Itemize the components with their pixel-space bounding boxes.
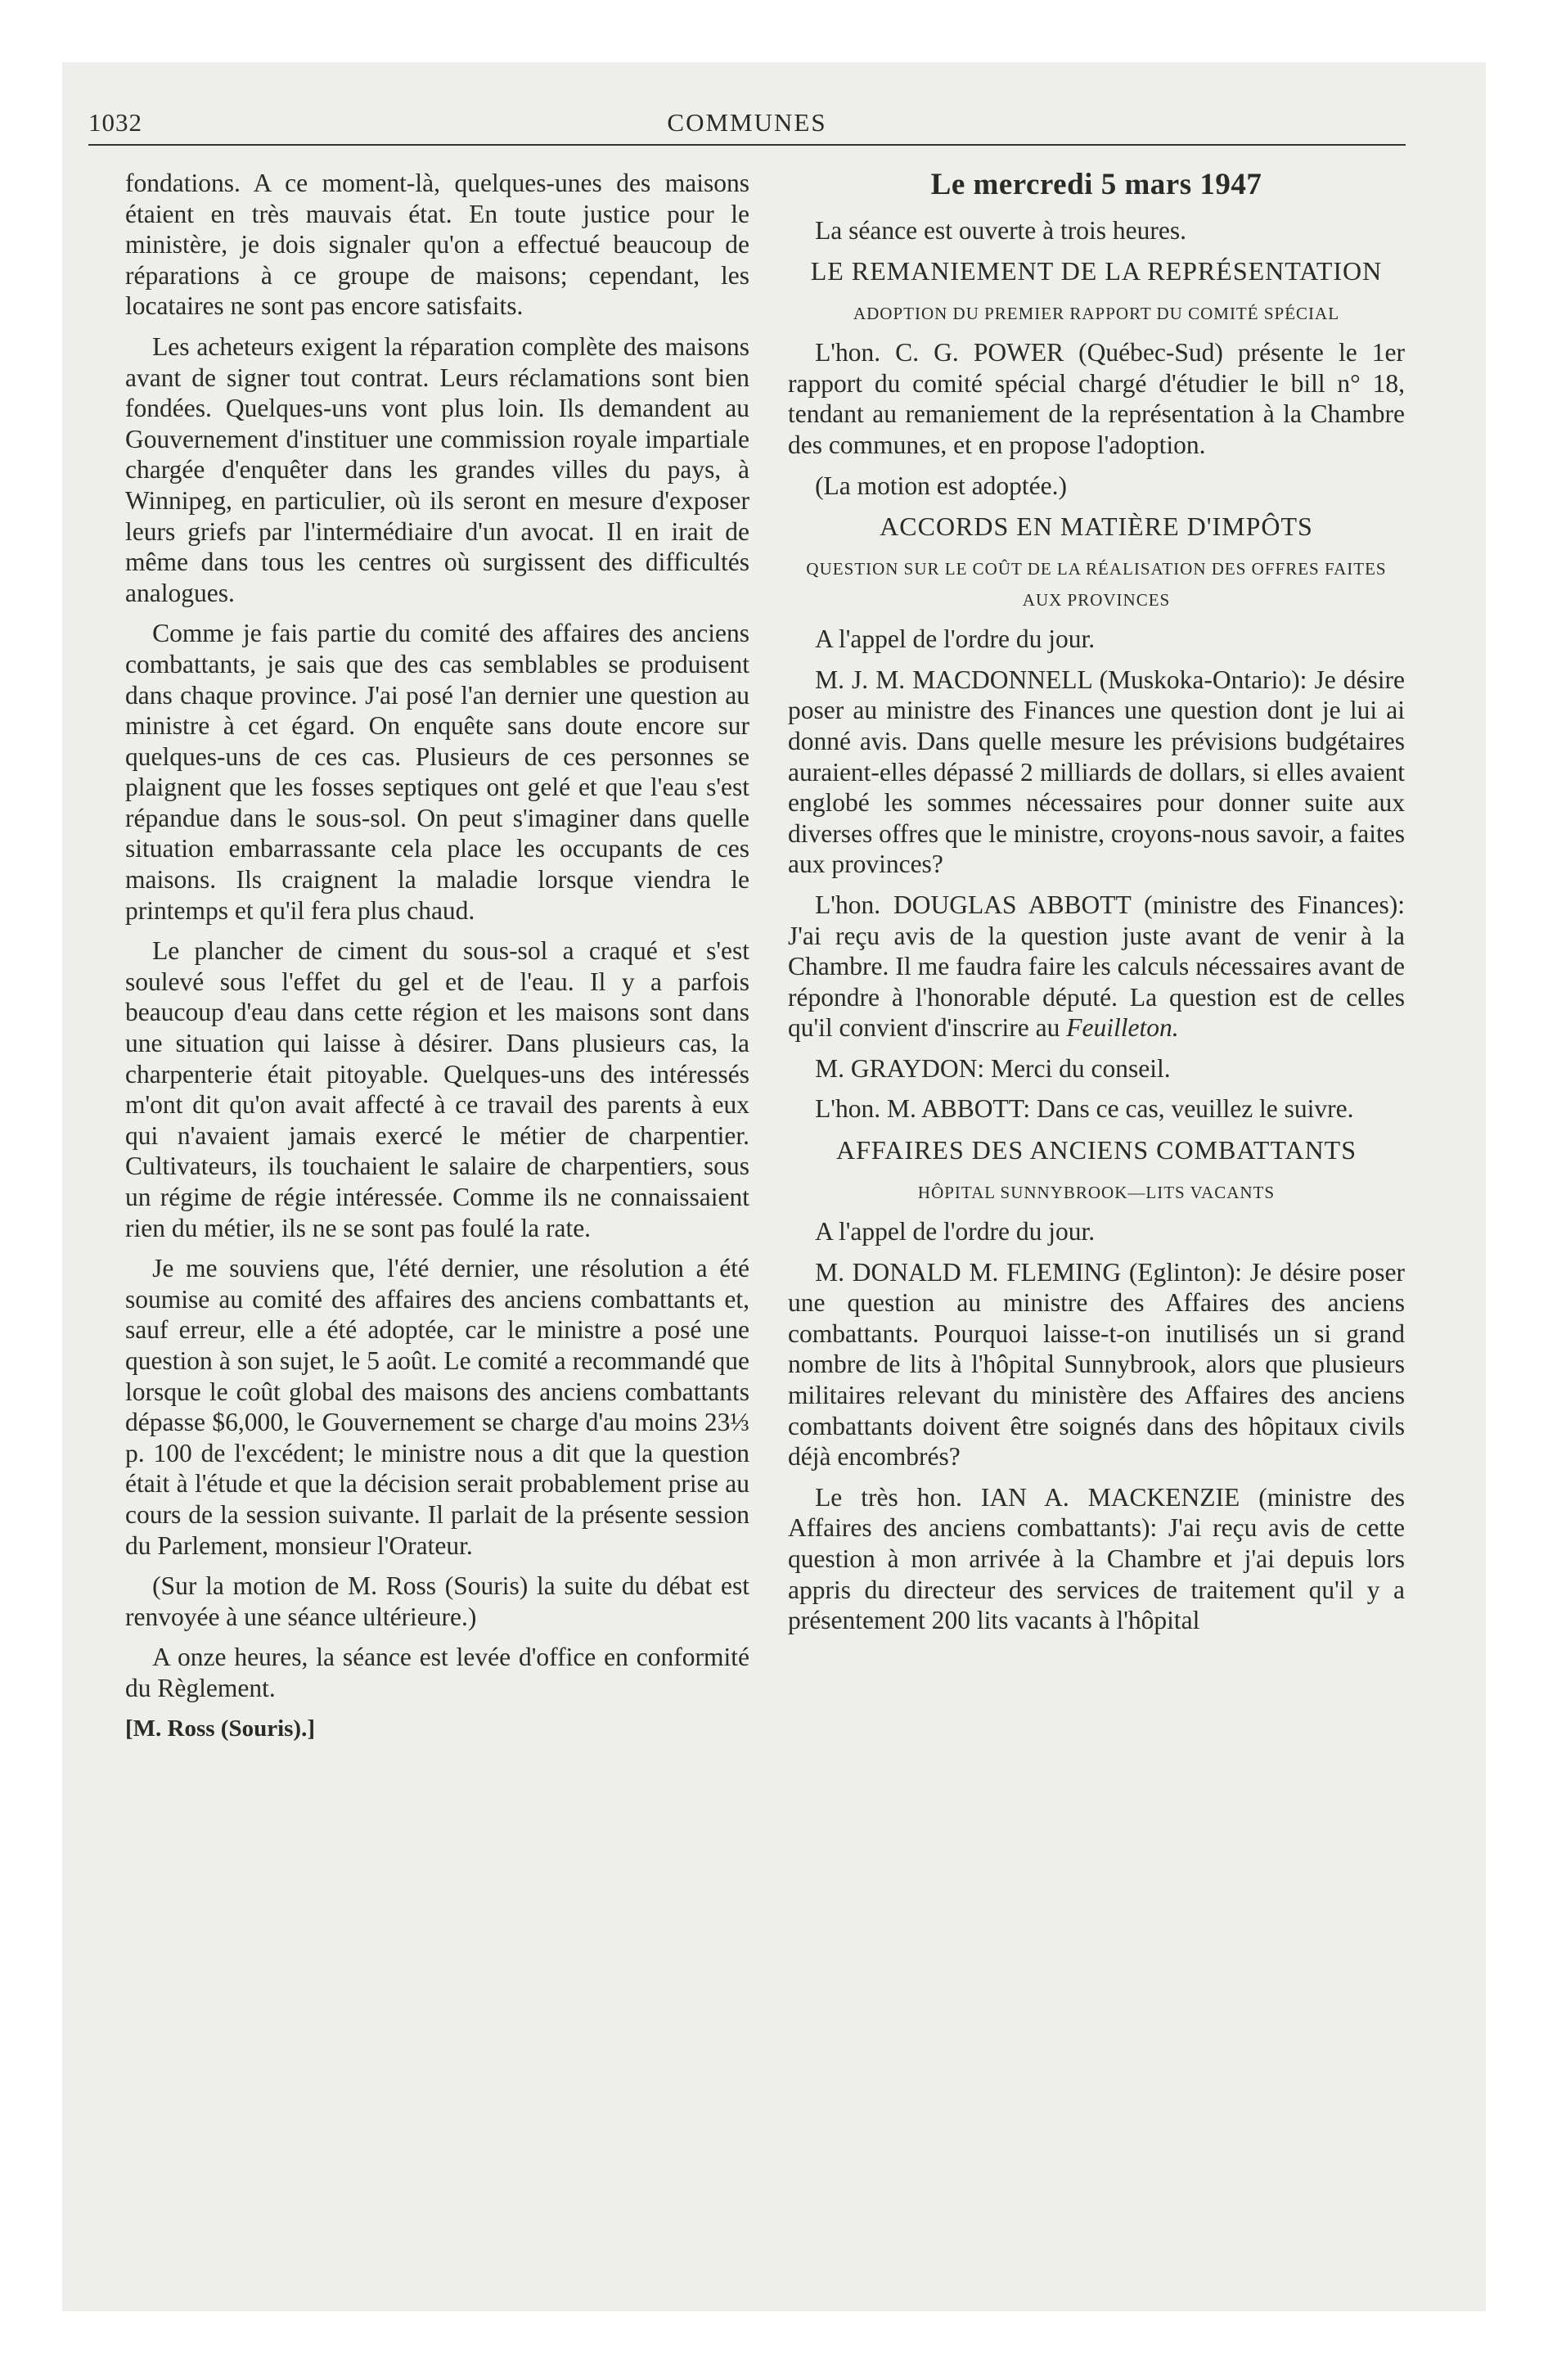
paragraph: (La motion est adoptée.)	[815, 471, 1067, 500]
section-subtitle: QUESTION SUR LE COÛT DE LA RÉALISATION DES OFFRES FAITES AUX PROVINCES	[806, 559, 1387, 611]
speaker-signature: [M. Ross (Souris).]	[125, 1715, 315, 1742]
section-title: LE REMANIEMENT DE LA REPRÉSENTATION	[810, 256, 1383, 286]
paragraph: A l'appel de l'ordre du jour.	[815, 1217, 1096, 1246]
paragraph: M. DONALD M. FLEMING (Eglinton): Je désire poser une question au ministre des Affaires des anciens combattants. Pourquoi laisse-t-on inutilisés un si grand nombre de lits à l'hôpital Sunnybrook, alors que plusieurs militaires relevant du ministère des Affaires des anciens combattants doivent être soignés dans des hôpitaux civils déjà encombrés?	[788, 1257, 1405, 1472]
paragraph-text: L'hon. DOUGLAS ABBOTT (ministre des Finances): J'ai reçu avis de la question juste avant de venir à la Chambre. Il me faudra faire les calculs nécessaires avant de répondre à l'honorable député. La question est de celles qu'il convient d'inscrire au	[788, 890, 1405, 1043]
paragraph: Le très hon. IAN A. MACKENZIE (ministre des Affaires des anciens combattants): J'ai reçu avis de cette question à mon arrivée à la Chambre et j'ai depuis lors appris du directeur des services de traitement qu'il y a présentement 200 lits vacants à l'hôpital	[788, 1482, 1405, 1635]
date-heading: Le mercredi 5 mars 1947	[930, 168, 1262, 201]
paragraph: L'hon. M. ABBOTT: Dans ce cas, veuillez le suivre.	[815, 1094, 1354, 1124]
paragraph: fondations. A ce moment-là, quelques-unes des maisons étaient en très mauvais état. En toute justice pour le ministère, je dois signaler qu'on a effectué beaucoup de réparations à ce groupe de maisons; cependant, les locataires ne sont pas encore satisfaits.	[125, 169, 749, 321]
paragraph: (Sur la motion de M. Ross (Souris) la suite du débat est renvoyée à une séance ultérieure.)	[125, 1571, 749, 1631]
paragraph: La séance est ouverte à trois heures.	[815, 215, 1186, 245]
paragraph: Comme je fais partie du comité des affaires des anciens combattants, je sais que des cas semblables se produisent dans chaque province. J'ai posé l'an dernier une question au ministre à cet égard. On enquête sans doute encore sur quelques-uns de ces cas. Plusieurs de ces personnes se plaignent que les fosses septiques ont gelé et que l'eau s'est répandue dans le sous-sol. On peut s'imaginer dans quelle situation embarrassante cela place les occupants de ces maisons. Ils craignent la maladie lorsque viendra le printemps et qu'il fera plus chaud.	[125, 619, 749, 925]
page-number: 1032	[88, 108, 142, 137]
right-column	[788, 168, 1405, 1646]
page-header	[88, 105, 1406, 146]
italic-term: Feuilleton.	[1066, 1013, 1179, 1043]
paragraph: M. J. M. MACDONNELL (Muskoka-Ontario): Je désire poser au ministre des Finances une question dont je lui ai donné avis. Dans quelle mesure les prévisions budgétaires auraient-elles dépassé 2 milliards de dollars, si elles avaient englobé les sommes nécessaires pour donner suite aux diverses offres que le ministre, croyons-nous savoir, a faites aux provinces?	[788, 665, 1405, 879]
section-title: AFFAIRES DES ANCIENS COMBATTANTS	[835, 1135, 1357, 1165]
section-subtitle: ADOPTION DU PREMIER RAPPORT DU COMITÉ SPÉCIAL	[853, 304, 1340, 324]
paragraph: A l'appel de l'ordre du jour.	[815, 624, 1096, 654]
paragraph: Je me souviens que, l'été dernier, une résolution a été soumise au comité des affaires des anciens combattants et, sauf erreur, elle a été adoptée, car le ministre a posé une question à son sujet, le 5 août. Le comité a recommandé que lorsque le coût global des maisons des anciens combattants dépasse $6,000, le Gouvernement se charge d'au moins 23⅓ p. 100 de l'excédent; le ministre nous a dit que la question était à l'étude et que la décision serait probablement prise au cours de la session suivante. Il parlait de la présente session du Parlement, monsieur l'Orateur.	[125, 1254, 749, 1560]
paragraph: L'hon. C. G. POWER (Québec-Sud) présente le 1er rapport du comité spécial chargé d'étudier le bill n° 18, tendant au remaniement de la représentation à la Chambre des communes, et en propose l'adoption.	[788, 338, 1405, 459]
running-title: COMMUNES	[667, 108, 827, 137]
paragraph	[788, 890, 1405, 1044]
paragraph: M. GRAYDON: Merci du conseil.	[815, 1053, 1171, 1083]
paragraph: Les acheteurs exigent la réparation complète des maisons avant de signer tout contrat. Leurs réclamations sont bien fondées. Quelques-uns vont plus loin. Ils demandent au Gouvernement d'instituer une commission royale impartiale chargée d'enquêter dans les grandes villes du pays, à Winnipeg, en particulier, où ils seront en mesure d'exposer leurs griefs par l'intermédiaire d'un avocat. Il en irait de même dans tous les centres où surgissent des difficultés analogues.	[125, 331, 749, 607]
paragraph: A onze heures, la séance est levée d'office en conformité du Règlement.	[125, 1643, 749, 1702]
section-title: ACCORDS EN MATIÈRE D'IMPÔTS	[880, 512, 1313, 542]
section-subtitle: HÔPITAL SUNNYBROOK—LITS VACANTS	[917, 1183, 1276, 1203]
left-column	[125, 168, 749, 1754]
paragraph: Le plancher de ciment du sous-sol a craqué et s'est soulevé sous l'effet du gel et de l'eau. Il y a parfois beaucoup d'eau dans cette région et les maisons sont dans une situation qui laisse à désirer. Dans plusieurs cas, la charpenterie était pitoyable. Quelques-uns des intéressés m'ont dit qu'on avait affecté à ce travail des parents à eux qui n'avaient jamais exercé le métier de charpentier. Cultivateurs, ils touchaient le salaire de charpentiers, sous un régime de régie intéressée. Comme ils ne connaissaient rien du métier, ils ne se sont pas foulé la rate.	[125, 936, 749, 1242]
